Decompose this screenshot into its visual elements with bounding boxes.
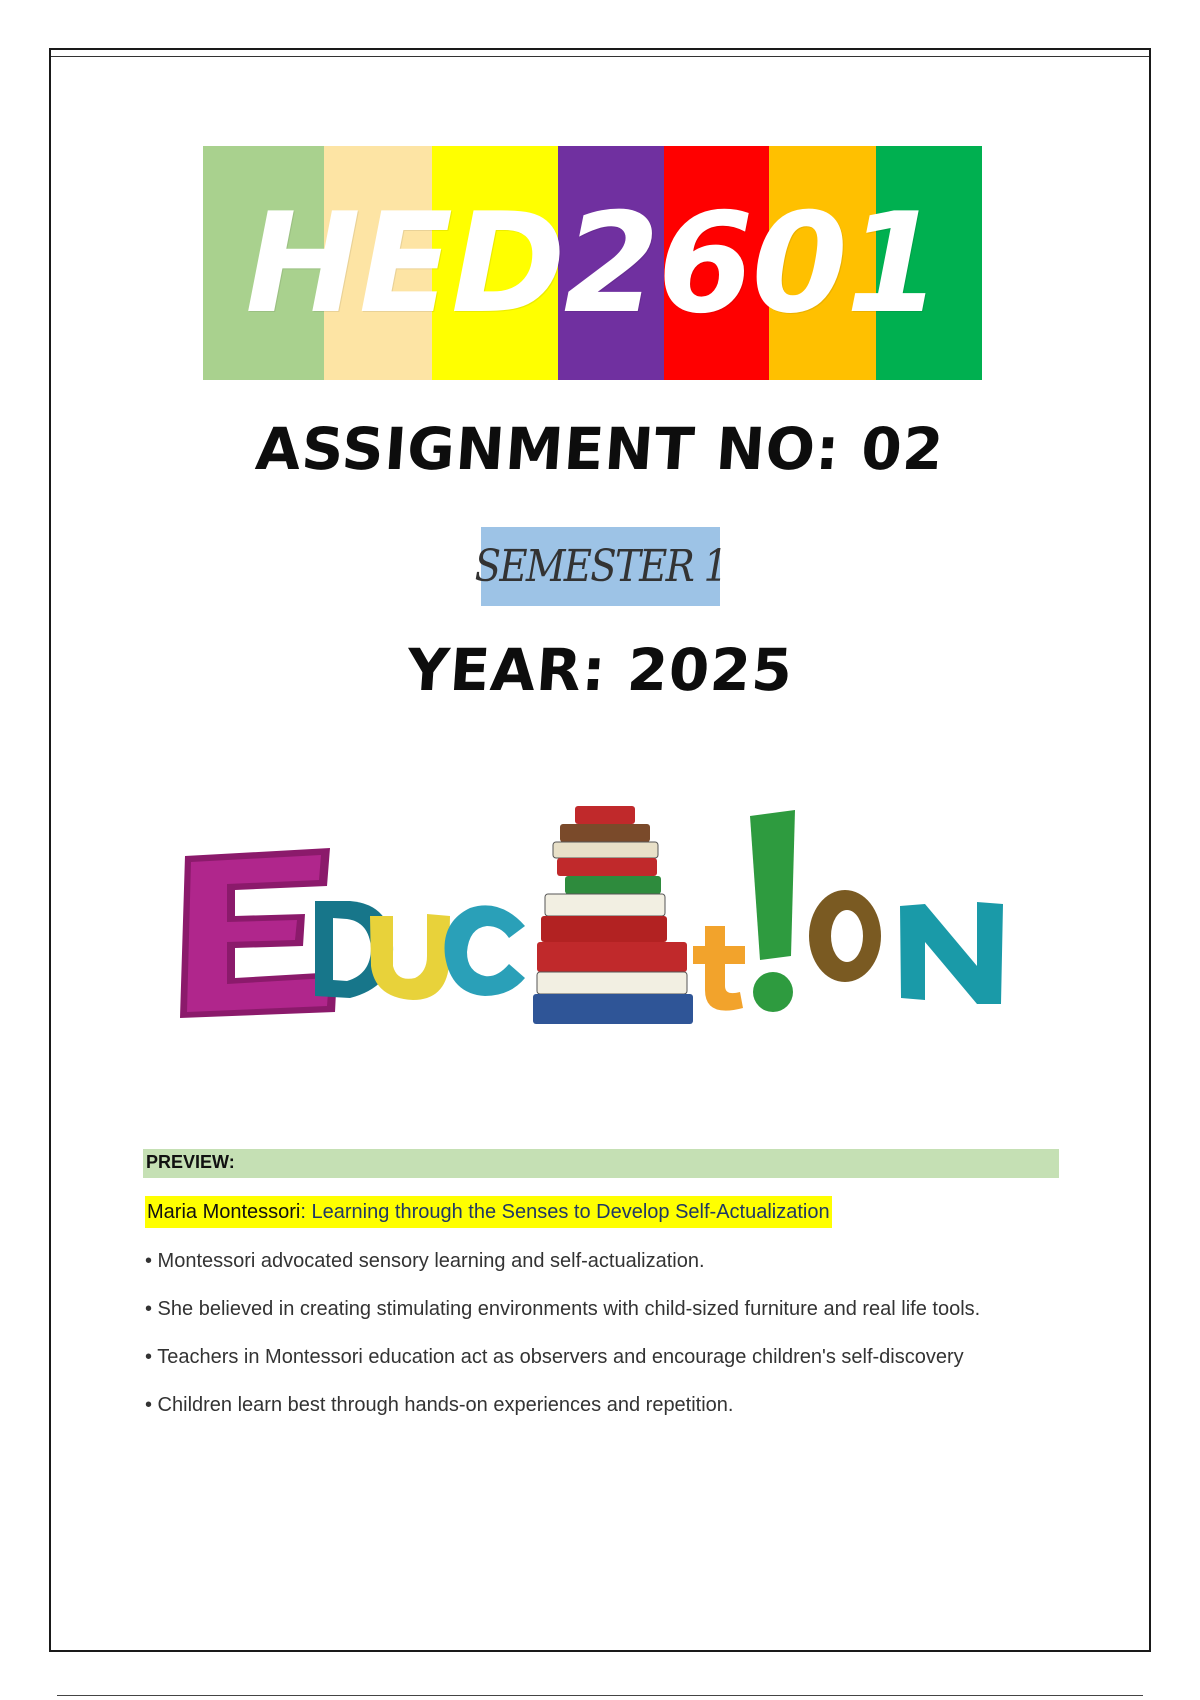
top-rule — [51, 56, 1149, 57]
letter-t-graphic — [693, 926, 745, 1011]
letter-n-graphic — [900, 902, 1003, 1004]
semester-label: SEMESTER 1 — [474, 541, 727, 592]
preview-label: PREVIEW: — [146, 1152, 235, 1172]
bullet-item: • She believed in creating stimulating environments with child-sized furniture and real life tools. — [145, 1298, 981, 1320]
preview-subheading — [145, 1196, 832, 1228]
course-code: HED2601 — [245, 182, 940, 344]
bullet-item: • Teachers in Montessori education act as observers and encourage children's self-discovery — [145, 1346, 964, 1368]
book-stack-graphic — [533, 806, 693, 1024]
bullet-item: • Children learn best through hands-on experiences and repetition. — [145, 1394, 734, 1416]
exclamation-graphic — [750, 810, 795, 1012]
assignment-heading: ASSIGNMENT NO: 02 — [253, 415, 947, 483]
letter-o-graphic — [809, 890, 881, 982]
bullet-item: • Montessori advocated sensory learning and self-actualization. — [145, 1250, 705, 1272]
year-heading: YEAR: 2025 — [404, 636, 796, 704]
subheading-name: Maria Montessori — [147, 1201, 301, 1223]
letter-c-graphic — [445, 905, 525, 996]
letter-e-graphic — [180, 848, 337, 1018]
letter-u-graphic — [370, 914, 450, 1000]
education-illustration — [165, 786, 1045, 1046]
preview-bullets — [145, 1245, 1045, 1437]
subheading-topic: : Learning through the Senses to Develop Self-Actualization — [300, 1201, 830, 1223]
preview-bar — [143, 1149, 1059, 1178]
bottom-rule — [57, 1695, 1143, 1696]
